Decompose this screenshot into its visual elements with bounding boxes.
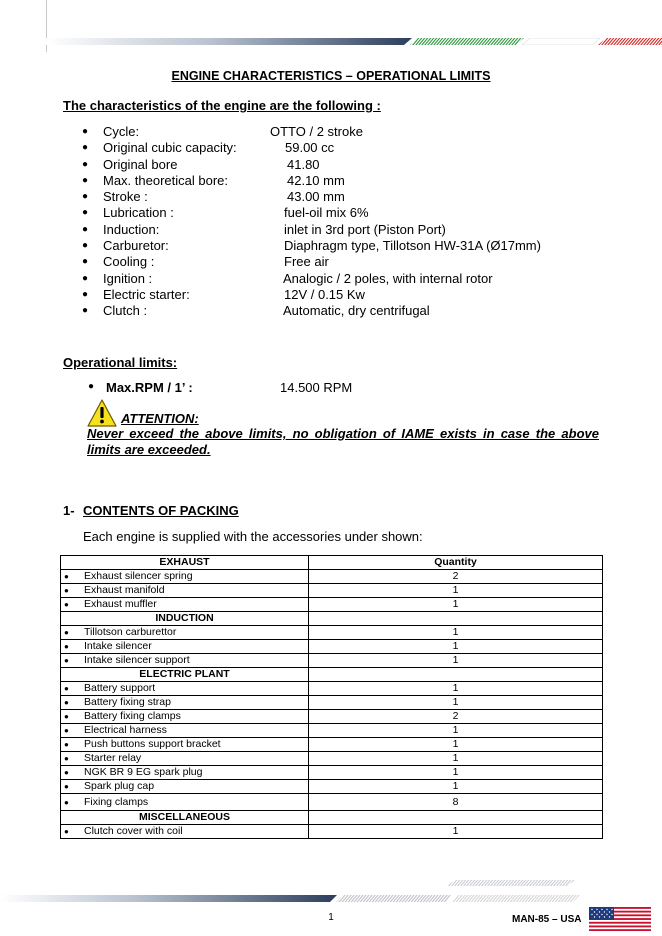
spec-label: Cooling : <box>103 254 155 270</box>
characteristics-heading: The characteristics of the engine are the following : <box>63 98 381 113</box>
limits-heading: Operational limits: <box>63 355 178 370</box>
table-row: ● Battery fixing strap 1 <box>61 696 603 710</box>
item-name: Battery fixing clamps <box>84 710 181 722</box>
section-title: CONTENTS OF PACKING <box>83 503 239 518</box>
group-header-electric-plant: ELECTRIC PLANT <box>61 668 309 682</box>
item-qty: 2 <box>309 710 603 724</box>
item-qty: 8 <box>309 794 603 811</box>
footer-stripe <box>0 880 662 902</box>
table-row <box>61 811 603 825</box>
warning-icon <box>87 399 117 427</box>
item-qty: 1 <box>309 825 603 839</box>
item-qty: 1 <box>309 626 603 640</box>
spec-label: Stroke : <box>103 189 148 205</box>
page-title: ENGINE CHARACTERISTICS – OPERATIONAL LIMITS <box>171 69 491 83</box>
item-name: Electrical harness <box>84 724 167 736</box>
table-row: ● Tillotson carburettor 1 <box>61 626 603 640</box>
limits-warning-text: Never exceed the above limits, no obligation of IAME exists in case the above limits are exceeded. <box>87 426 599 457</box>
table-row: ● Battery support 1 <box>61 682 603 696</box>
spec-label: Cycle: <box>103 124 140 139</box>
group-header-induction: INDUCTION <box>61 612 309 626</box>
item-name: Exhaust manifold <box>84 584 165 596</box>
table-row: ● Exhaust manifold 1 <box>61 584 603 598</box>
group-header-miscellaneous: MISCELLANEOUS <box>61 811 309 825</box>
spec-value: 12V / 0.15 Kw <box>284 286 365 302</box>
spec-value: 42.10 mm <box>287 172 345 188</box>
spec-label: Carburetor: <box>103 238 169 254</box>
spec-label: Lubrication : <box>103 205 174 221</box>
table-row: ● Exhaust silencer spring 2 <box>61 570 603 584</box>
section-number: 1- <box>63 503 75 518</box>
table-row <box>61 612 603 626</box>
item-qty: 1 <box>309 696 603 710</box>
packing-intro: Each engine is supplied with the accessories under shown: <box>83 529 423 544</box>
table-row: ● Fixing clamps 8 <box>61 794 603 811</box>
table-row: ● Starter relay 1 <box>61 752 603 766</box>
spec-value: fuel-oil mix 6% <box>284 205 369 221</box>
max-rpm-row: ● Max.RPM / 1’ : 14.500 RPM <box>88 380 353 395</box>
quantity-header: Quantity <box>309 556 603 570</box>
item-name: Intake silencer support <box>84 654 190 666</box>
spec-value: Free air <box>284 254 329 270</box>
item-qty: 2 <box>309 570 603 584</box>
item-qty: 1 <box>309 766 603 780</box>
item-qty: 1 <box>309 598 603 612</box>
header-stripe <box>46 38 662 45</box>
table-row: ● Intake silencer support 1 <box>61 654 603 668</box>
table-row: ● Spark plug cap 1 <box>61 780 603 794</box>
item-name: Starter relay <box>84 752 142 764</box>
max-rpm-label: Max.RPM / 1’ : <box>106 380 193 395</box>
table-row: ● NGK BR 9 EG spark plug 1 <box>61 766 603 780</box>
item-name: Exhaust silencer spring <box>84 570 193 582</box>
item-name: Push buttons support bracket <box>84 738 221 750</box>
item-name: Clutch cover with coil <box>84 825 183 837</box>
spec-label: Induction: <box>103 221 160 237</box>
item-qty: 1 <box>309 724 603 738</box>
accessories-table <box>60 555 603 839</box>
usa-flag-icon <box>589 907 651 931</box>
item-qty: 1 <box>309 584 603 598</box>
spec-value: Analogic / 2 poles, with internal rotor <box>283 270 493 286</box>
spec-label: Electric starter: <box>103 286 190 302</box>
group-header-exhaust: EXHAUST <box>61 556 309 570</box>
table-row: ● Intake silencer 1 <box>61 640 603 654</box>
item-name: Battery support <box>84 682 156 694</box>
page-number: 1 <box>328 912 334 923</box>
item-name: Exhaust muffler <box>84 598 157 610</box>
spec-label: Ignition : <box>103 270 153 286</box>
spec-value: inlet in 3rd port (Piston Port) <box>284 221 446 237</box>
item-name: Spark plug cap <box>84 780 155 792</box>
item-qty: 1 <box>309 752 603 766</box>
spec-value: 59.00 cc <box>285 140 335 156</box>
spec-label: Max. theoretical bore: <box>103 172 229 188</box>
table-row: ● Battery fixing clamps 2 <box>61 710 603 724</box>
item-qty: 1 <box>309 682 603 696</box>
spec-label: Original bore <box>103 156 178 172</box>
item-qty: 1 <box>309 654 603 668</box>
spec-value: OTTO / 2 stroke <box>270 124 363 139</box>
max-rpm-value: 14.500 RPM <box>280 380 353 395</box>
attention-label: ATTENTION: <box>121 411 199 426</box>
table-row: ● Electrical harness 1 <box>61 724 603 738</box>
item-name: Tillotson carburettor <box>84 626 177 638</box>
spec-value: Diaphragm type, Tillotson HW-31A (Ø17mm) <box>284 238 541 254</box>
table-row <box>61 668 603 682</box>
item-name: NGK BR 9 EG spark plug <box>84 766 203 778</box>
item-name: Intake silencer <box>84 640 152 652</box>
item-qty: 1 <box>309 738 603 752</box>
table-row: ● Clutch cover with coil 1 <box>61 825 603 839</box>
spec-label: Original cubic capacity: <box>103 140 237 156</box>
table-row: ● Push buttons support bracket 1 <box>61 738 603 752</box>
item-qty: 1 <box>309 780 603 794</box>
spec-value: Automatic, dry centrifugal <box>283 303 430 319</box>
table-row <box>61 556 603 570</box>
spec-label: Clutch : <box>103 303 148 319</box>
item-name: Battery fixing strap <box>84 696 171 708</box>
document-code: MAN-85 – USA <box>512 914 582 925</box>
item-name: Fixing clamps <box>84 795 149 808</box>
item-qty: 1 <box>309 640 603 654</box>
table-row: ● Exhaust muffler 1 <box>61 598 603 612</box>
spec-value: 41.80 <box>287 156 320 172</box>
spec-value: 43.00 mm <box>287 189 345 205</box>
